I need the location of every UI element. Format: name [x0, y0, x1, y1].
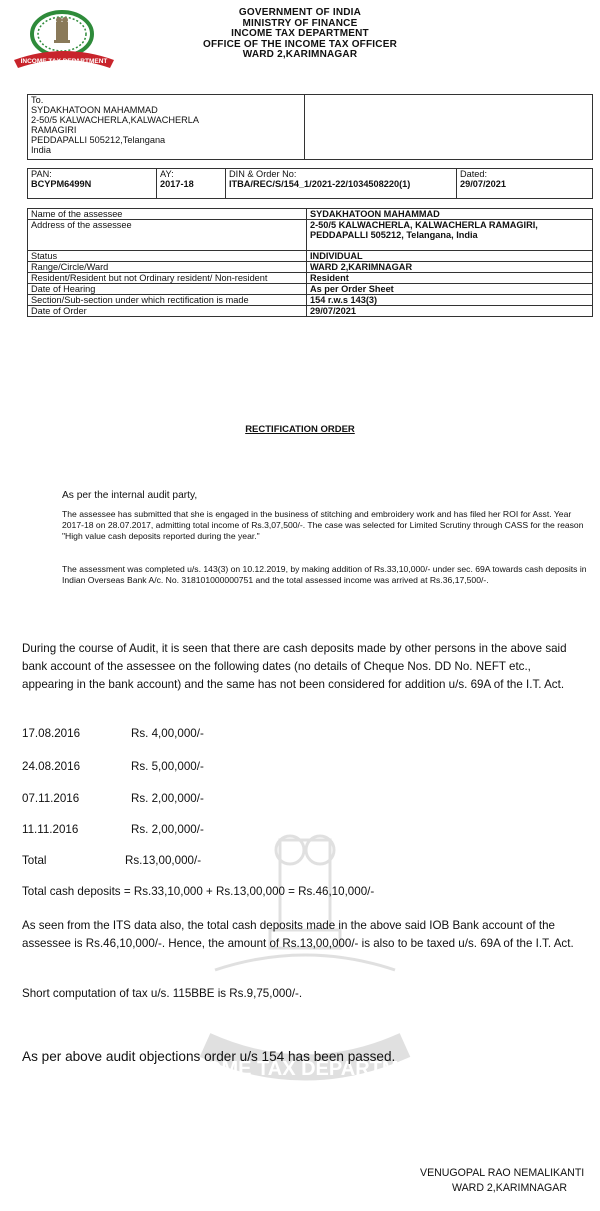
to-name: SYDAKHATOON MAHAMMAD [31, 105, 158, 115]
details-value: SYDAKHATOON MAHAMMAD [307, 209, 593, 220]
dated-value: 29/07/2021 [460, 179, 506, 189]
svg-text:INCOME TAX DEPARTMENT: INCOME TAX DEPARTMENT [171, 1058, 439, 1080]
to-address-line-4: India [31, 145, 51, 155]
ay-label: AY: [160, 169, 174, 179]
details-label: Date of Order [28, 306, 307, 317]
details-row [28, 209, 593, 220]
ay-cell [157, 169, 226, 199]
header-line-5: WARD 2,KARIMNAGAR [242, 49, 358, 60]
details-value: WARD 2,KARIMNAGAR [307, 262, 593, 273]
details-row [28, 251, 593, 262]
deposit-amount: Rs. 4,00,000/- [131, 727, 204, 740]
to-address-line-3: PEDDAPALLI 505212,Telangana [31, 135, 166, 145]
details-value: INDIVIDUAL [307, 251, 593, 262]
dated-cell [457, 169, 593, 199]
deposit-amount: Rs. 2,00,000/- [131, 792, 204, 805]
rectification-order-title: RECTIFICATION ORDER [245, 424, 355, 435]
to-address-line-1: 2-50/5 KALWACHERLA,KALWACHERLA [31, 115, 199, 125]
details-row [28, 273, 593, 284]
officer-name: VENUGOPAL RAO NEMALIKANTI [420, 1167, 585, 1179]
paragraph-1: The assessee has submitted that she is engaged in the business of stitching and embroidery work and has filed her ROI for Asst. Year 2017-18 on 28.07.2017, admitting total income of Rs.3,07,500/-. The case was selected for Limited Scrutiny through CASS for the reason "High value cash deposits reported during the year." [62, 509, 584, 541]
din-label: DIN & Order No: [229, 169, 297, 179]
final-statement: As per above audit objections order u/s 154 has been passed. [22, 1049, 396, 1064]
details-label: Status [28, 251, 307, 262]
details-label: Date of Hearing [28, 284, 307, 295]
paragraph-4: As seen from the ITS data also, the total cash deposits made in the above said IOB Bank account of the assessee is Rs.46,10,000/-. Hence, the amount of Rs.13,00,000/- is also to be taxed u/s. 69A of the I.T. Act. [22, 919, 574, 950]
details-label: Section/Sub-section under which rectification is made [28, 295, 307, 306]
intro-line: As per the internal audit party, [62, 490, 198, 501]
header-line-2: MINISTRY OF FINANCE [242, 17, 358, 29]
deposit-date: 07.11.2016 [22, 792, 80, 805]
details-value: 29/07/2021 [307, 306, 593, 317]
din-value: ITBA/REC/S/154_1/2021-22/1034508220(1) [229, 179, 411, 189]
deposit-amount: Rs. 2,00,000/- [131, 823, 204, 836]
to-address-cell [28, 95, 305, 160]
din-cell [226, 169, 457, 199]
deposit-date: 24.08.2016 [22, 760, 81, 773]
to-blank-cell [305, 95, 593, 160]
details-value: 154 r.w.s 143(3) [307, 295, 593, 306]
details-row [28, 306, 593, 317]
to-label: To. [31, 95, 44, 105]
details-row [28, 284, 593, 295]
deposit-date: 11.11.2016 [22, 823, 79, 836]
department-watermark [171, 830, 439, 1080]
paragraph-3: During the course of Audit, it is seen that there are cash deposits made by other persons in the above said bank account of the assessee on the following dates (no details of Cheque Nos. DD No. NEFT etc., appearing in the bank account) and the same has not been considered for addition u/s. 69A of the I.T. Act. [22, 642, 567, 691]
deposit-date: 17.08.2016 [22, 727, 81, 740]
details-label: Range/Circle/Ward [28, 262, 307, 273]
dated-label: Dated: [460, 169, 488, 179]
total-amount: Rs.13,00,000/- [125, 854, 202, 867]
header-line-1: GOVERNMENT OF INDIA [238, 7, 362, 18]
short-computation: Short computation of tax u/s. 115BBE is Rs.9,75,000/-. [22, 987, 303, 1000]
details-label: Resident/Resident but not Ordinary resident/ Non-resident [28, 273, 307, 284]
reference-table [27, 168, 593, 199]
details-value: 2-50/5 KALWACHERLA, KALWACHERLA RAMAGIRI, PEDDAPALLI 505212, Telangana, India [307, 220, 593, 251]
to-address-line-2: RAMAGIRI [31, 125, 77, 135]
officer-ward: WARD 2,KARIMNAGAR [452, 1182, 567, 1194]
header-line-4: OFFICE OF THE INCOME TAX OFFICER [203, 38, 397, 50]
paragraph-2: The assessment was completed u/s. 143(3) on 10.12.2019, by making addition of Rs.33,10,000/- under sec. 69A towards cash deposits in Indian Overseas Bank A/c. No. 318101000000751 and the total assessed income was arrived at Rs.36,17,500/-. [62, 564, 587, 585]
details-label: Address of the assessee [28, 220, 307, 251]
details-value: As per Order Sheet [307, 284, 593, 295]
details-row [28, 220, 593, 251]
to-address-table [27, 94, 593, 160]
pan-value: BCYPM6499N [31, 179, 92, 189]
details-row [28, 295, 593, 306]
ay-value: 2017-18 [160, 179, 194, 189]
header-line-3: INCOME TAX DEPARTMENT [231, 28, 369, 39]
deposit-amount: Rs. 5,00,000/- [131, 760, 204, 773]
total-label: Total [22, 854, 47, 867]
total-cash-deposits: Total cash deposits = Rs.33,10,000 + Rs.13,00,000 = Rs.46,10,000/- [22, 885, 375, 898]
details-row [28, 262, 593, 273]
details-label: Name of the assessee [28, 209, 307, 220]
svg-text:INCOME TAX DEPARTMENT: INCOME TAX DEPARTMENT [20, 58, 108, 65]
income-tax-department-logo [10, 8, 118, 70]
assessee-details-table [27, 208, 593, 317]
pan-label: PAN: [31, 169, 52, 179]
pan-cell [28, 169, 157, 199]
details-value: Resident [307, 273, 593, 284]
